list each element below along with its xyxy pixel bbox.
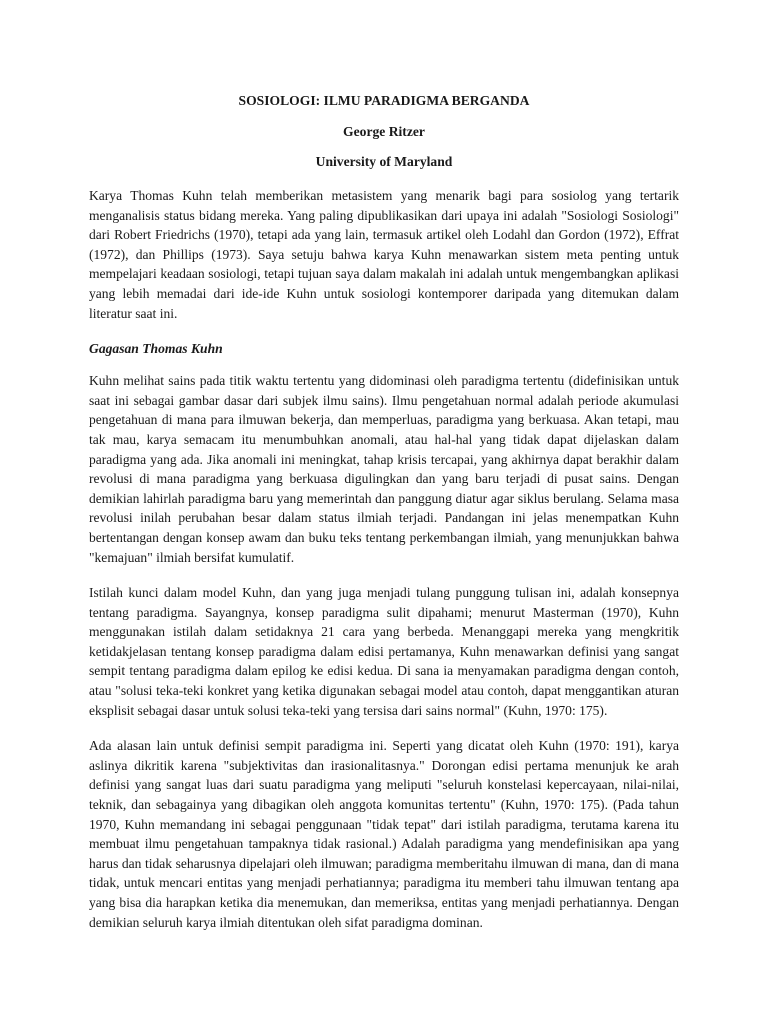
body-paragraph-narrow-definition: Ada alasan lain untuk definisi sempit paradigma ini. Seperti yang dicatat oleh Kuhn (1970: 191), karya aslinya dikritik karena "subjektivitas dan irasionalitasnya." Dorongan edisi pertama menunjuk ke arah definisi yang sangat luas dari suatu paradigma yang meliputi "seluruh konstelasi kepercayaan, nilai-nilai, teknik, dan sebagainya yang dibagikan oleh anggota komunitas tertentu" (Kuhn, 1970: 175). (Pada tahun 1970, Kuhn memandang ini sebagai penggunaan "tidak tepat" dari istilah paradigma, terutama karena itu membuat ilmu pengetahuan tampaknya tidak rasional.) Adalah paradigma yang mendefinisikan apa yang harus dan tidak seharusnya dipelajari oleh ilmuwan; paradigma memberitahu ilmuwan di mana, dan di mana tidak, untuk mencari entitas yang menjadi perhatiannya; paradigma itu memberi tahu ilmuwan tentang apa yang bisa dia harapkan ketika dia menemukan, dan memeriksa, entitas yang menjadi perhatiannya. Dengan demikian seluruh karya ilmiah ditentukan oleh sifat paradigma dominan. bbox=[89, 738, 679, 930]
author-name: George Ritzer bbox=[343, 124, 425, 139]
document-content bbox=[89, 92, 679, 948]
intro-paragraph: Karya Thomas Kuhn telah memberikan metasistem yang menarik bagi para sosiolog yang tertarik menganalisis status bidang mereka. Yang paling dipublikasikan dari upaya ini adalah "Sosiologi Sosiologi" dari Robert Friedrichs (1970), tetapi ada yang lain, termasuk artikel oleh Lodahl dan Gordon (1972), Effrat (1972), dan Phillips (1973). Saya setuju bahwa karya Kuhn menawarkan sistem meta penting untuk mempelajari keadaan sosiologi, tetapi tujuan saya dalam makalah ini adalah untuk mengembangkan aplikasi yang lebih memadai dari ide-ide Kuhn untuk sosiologi kontemporer daripada yang ditemukan dalam literatur saat ini. bbox=[89, 188, 679, 321]
body-paragraph-paradigm-concept: Istilah kunci dalam model Kuhn, dan yang juga menjadi tulang punggung tulisan ini, adalah konsepnya tentang paradigma. Sayangnya, konsep paradigma sulit dipahami; menurut Masterman (1970), Kuhn menggunakan istilah dalam setidaknya 21 cara yang berbeda. Menanggapi mereka yang mengkritik ketidakjelasan tentang konsep paradigma dalam edisi pertamanya, Kuhn menawarkan definisi yang sangat sempit tentang paradigma dalam epilog ke edisi kedua. Di sana ia menyamakan paradigma dengan contoh, atau "solusi teka-teki konkret yang ketika digunakan sebagai model atau contoh, dapat menggantikan aturan eksplisit sebagai dasar untuk solusi teka-teki yang tersisa dari sains normal" (Kuhn, 1970: 175). bbox=[89, 585, 679, 718]
section-heading: Gagasan Thomas Kuhn bbox=[89, 341, 223, 357]
body-paragraph-kuhn-view: Kuhn melihat sains pada titik waktu tertentu yang didominasi oleh paradigma tertentu (didefinisikan untuk saat ini sebagai gambar dasar dari subjek ilmu sains). Ilmu pengetahuan normal adalah periode akumulasi pengetahuan di mana para ilmuwan bekerja, dan memperluas, paradigma yang berkuasa. Akan tetapi, mau tak mau, karya semacam itu menumbuhkan anomali, atau hal-hal yang tidak dapat dijelaskan dalam paradigma yang ada. Jika anomali ini meningkat, tahap krisis tercapai, yang akhirnya dapat berakhir dalam revolusi di mana paradigma yang berkuasa digulingkan dan yang baru terjadi di pusat sains. Dengan demikian lahirlah paradigma baru yang memerintah dan panggung diatur agar siklus berulang. Selama masa revolusi inilah perubahan besar dalam status ilmiah terjadi. Pandangan ini jelas menempatkan Kuhn bertentangan dengan konsep awam dan buku teks tentang perkembangan ilmiah, yang menunjukkan bahwa "kemajuan" ilmiah bersifat kumulatif. bbox=[89, 373, 679, 565]
document-title: SOSIOLOGI: ILMU PARADIGMA BERGANDA bbox=[238, 93, 530, 108]
author-affiliation: University of Maryland bbox=[315, 154, 453, 169]
